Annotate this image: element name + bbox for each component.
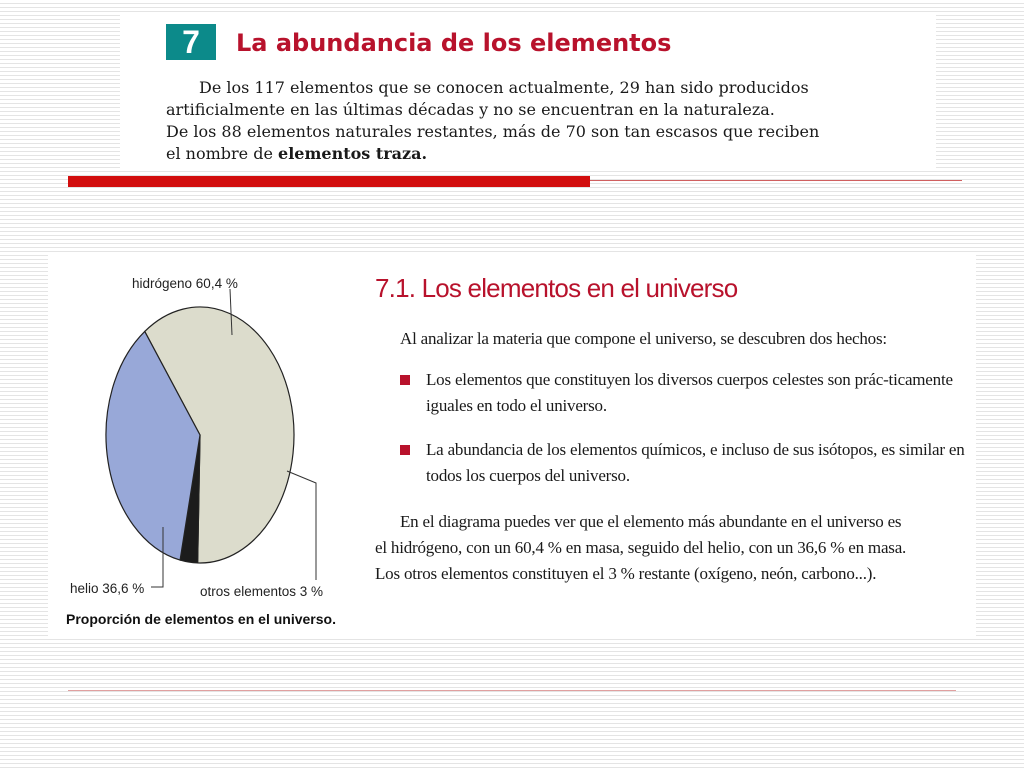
leader-otros [287, 471, 316, 580]
pie-slices [106, 307, 294, 563]
pie-label-helio: helio 36,6 % [70, 581, 145, 596]
bullet-item [398, 437, 991, 489]
chapter-title: La abundancia de los elementos [236, 29, 672, 57]
intro-paragraph [166, 77, 926, 165]
element-abundance-pie-chart [60, 265, 340, 630]
slide-accent-line [590, 180, 962, 181]
intro-bold-term: elementos traza. [278, 144, 428, 163]
slide-footer-line [68, 690, 956, 691]
section-title: 7.1. Los elementos en el universo [375, 273, 738, 303]
intro-line-last [166, 143, 926, 165]
bullet-square-icon [400, 445, 410, 455]
section-paragraph [375, 509, 965, 587]
bullet-text: La abundancia de los elementos químicos, e incluso de sus isótopos, es similar en todos los cuerpos del universo. [426, 440, 965, 485]
intro-line: De los 88 elementos naturales restantes, más de 70 son tan escasos que reciben [166, 122, 820, 141]
intro-line: artificialmente en las últimas décadas y no se encuentran en la naturaleza. [166, 100, 775, 119]
section-lead: Al analizar la materia que compone el universo, se descubren dos hechos: [400, 329, 887, 348]
bullet-text: Los elementos que constituyen los diversos cuerpos celestes son prác-ticamente iguales en todo el universo. [426, 370, 953, 415]
pie-label-otros: otros elementos 3 % [200, 584, 324, 599]
paragraph-line: el hidrógeno, con un 60,4 % en masa, seguido del helio, con un 36,6 % en masa. [375, 538, 907, 557]
intro-last-prefix: el nombre de [166, 144, 279, 163]
bullet-item [398, 367, 991, 419]
pie-label-hidrogeno: hidrógeno 60,4 % [132, 276, 238, 291]
bullet-square-icon [400, 375, 410, 385]
paragraph-line: En el diagrama puedes ver que el elemento más abundante en el universo es [400, 512, 902, 531]
slide-accent-bar [68, 176, 590, 187]
chapter-number-badge: 7 [166, 24, 216, 60]
figure-caption: Proporción de elementos en el universo. [66, 611, 336, 627]
paragraph-line: Los otros elementos constituyen el 3 % restante (oxígeno, neón, carbono...). [375, 564, 877, 583]
intro-line: De los 117 elementos que se conocen actualmente, 29 han sido producidos [199, 78, 809, 97]
